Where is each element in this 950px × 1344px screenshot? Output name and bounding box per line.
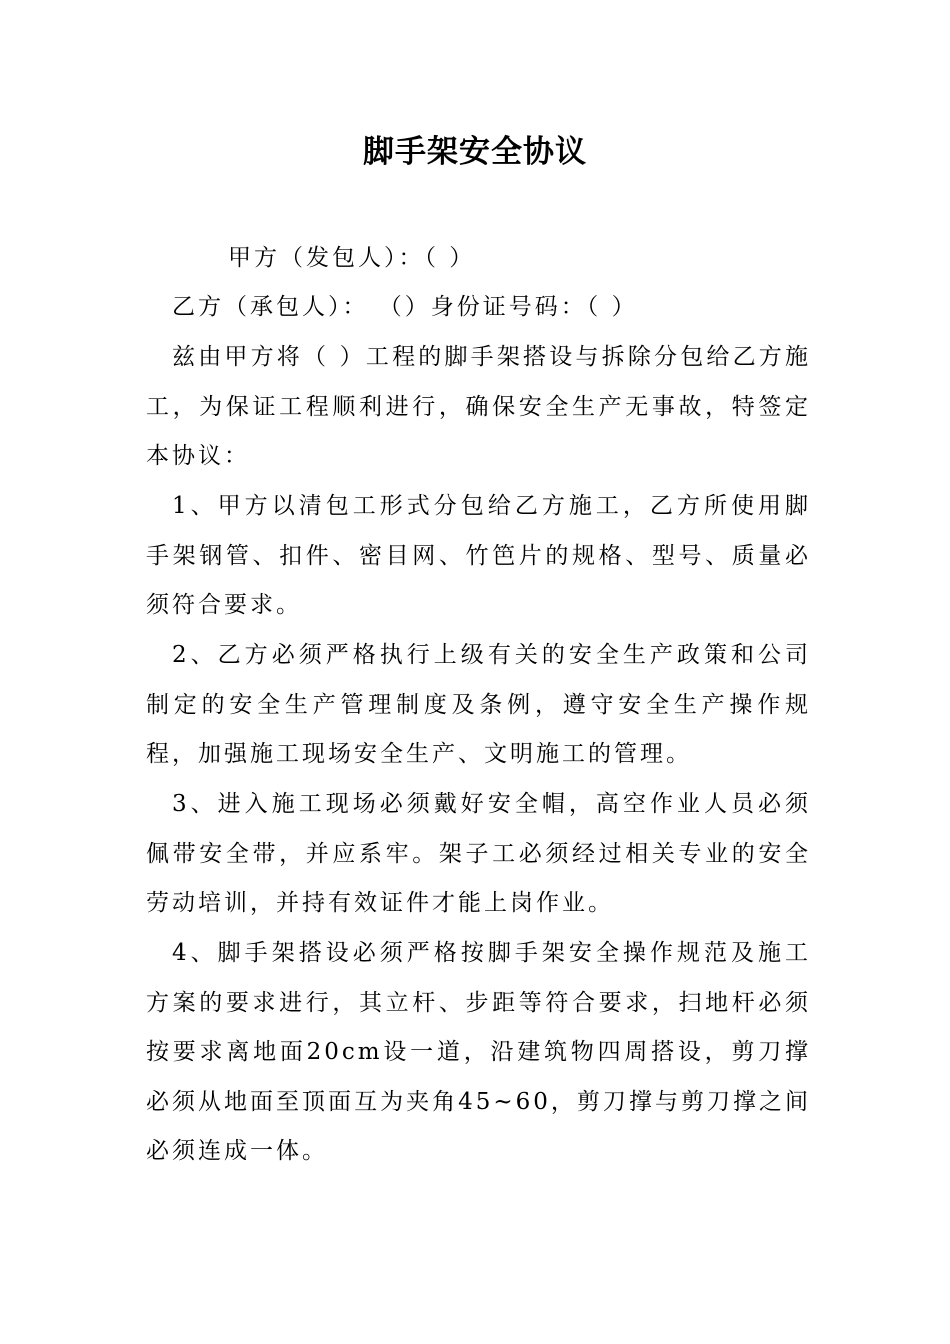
clause-2: 2、乙方必须严格执行上级有关的安全生产政策和公司制定的安全生产管理制度及条例，遵守安全生产操作规程，加强施工现场安全生产、文明施工的管理。 [146, 642, 811, 767]
clause-3: 3、进入施工现场必须戴好安全帽，高空作业人员必须佩带安全带，并应系牢。架子工必须经过相关专业的安全劳动培训，并持有效证件才能上岗作业。 [146, 791, 811, 916]
clause-4: 4、脚手架搭设必须严格按脚手架安全操作规范及施工方案的要求进行，其立杆、步距等符合要求，扫地杆必须按要求离地面20cm设一道，沿建筑物四周搭设，剪刀撑必须从地面至顶面互为夹角45~60，剪刀撑与剪刀撑之间必须连成一体。 [146, 940, 811, 1164]
intro-paragraph: 兹由甲方将（ ）工程的脚手架搭设与拆除分包给乙方施工，为保证工程顺利进行，确保安全生产无事故，特签定本协议： [146, 344, 811, 469]
party-b-line: 乙方（承包人）： （）身份证号码：（ ） [172, 294, 638, 320]
clause-1: 1、甲方以清包工形式分包给乙方施工，乙方所使用脚手架钢管、扣件、密目网、竹笆片的规格、型号、质量必须符合要求。 [146, 493, 811, 618]
party-a-line: 甲方（发包人）：（ ） [228, 245, 476, 271]
document-title: 脚手架安全协议 [363, 134, 587, 170]
